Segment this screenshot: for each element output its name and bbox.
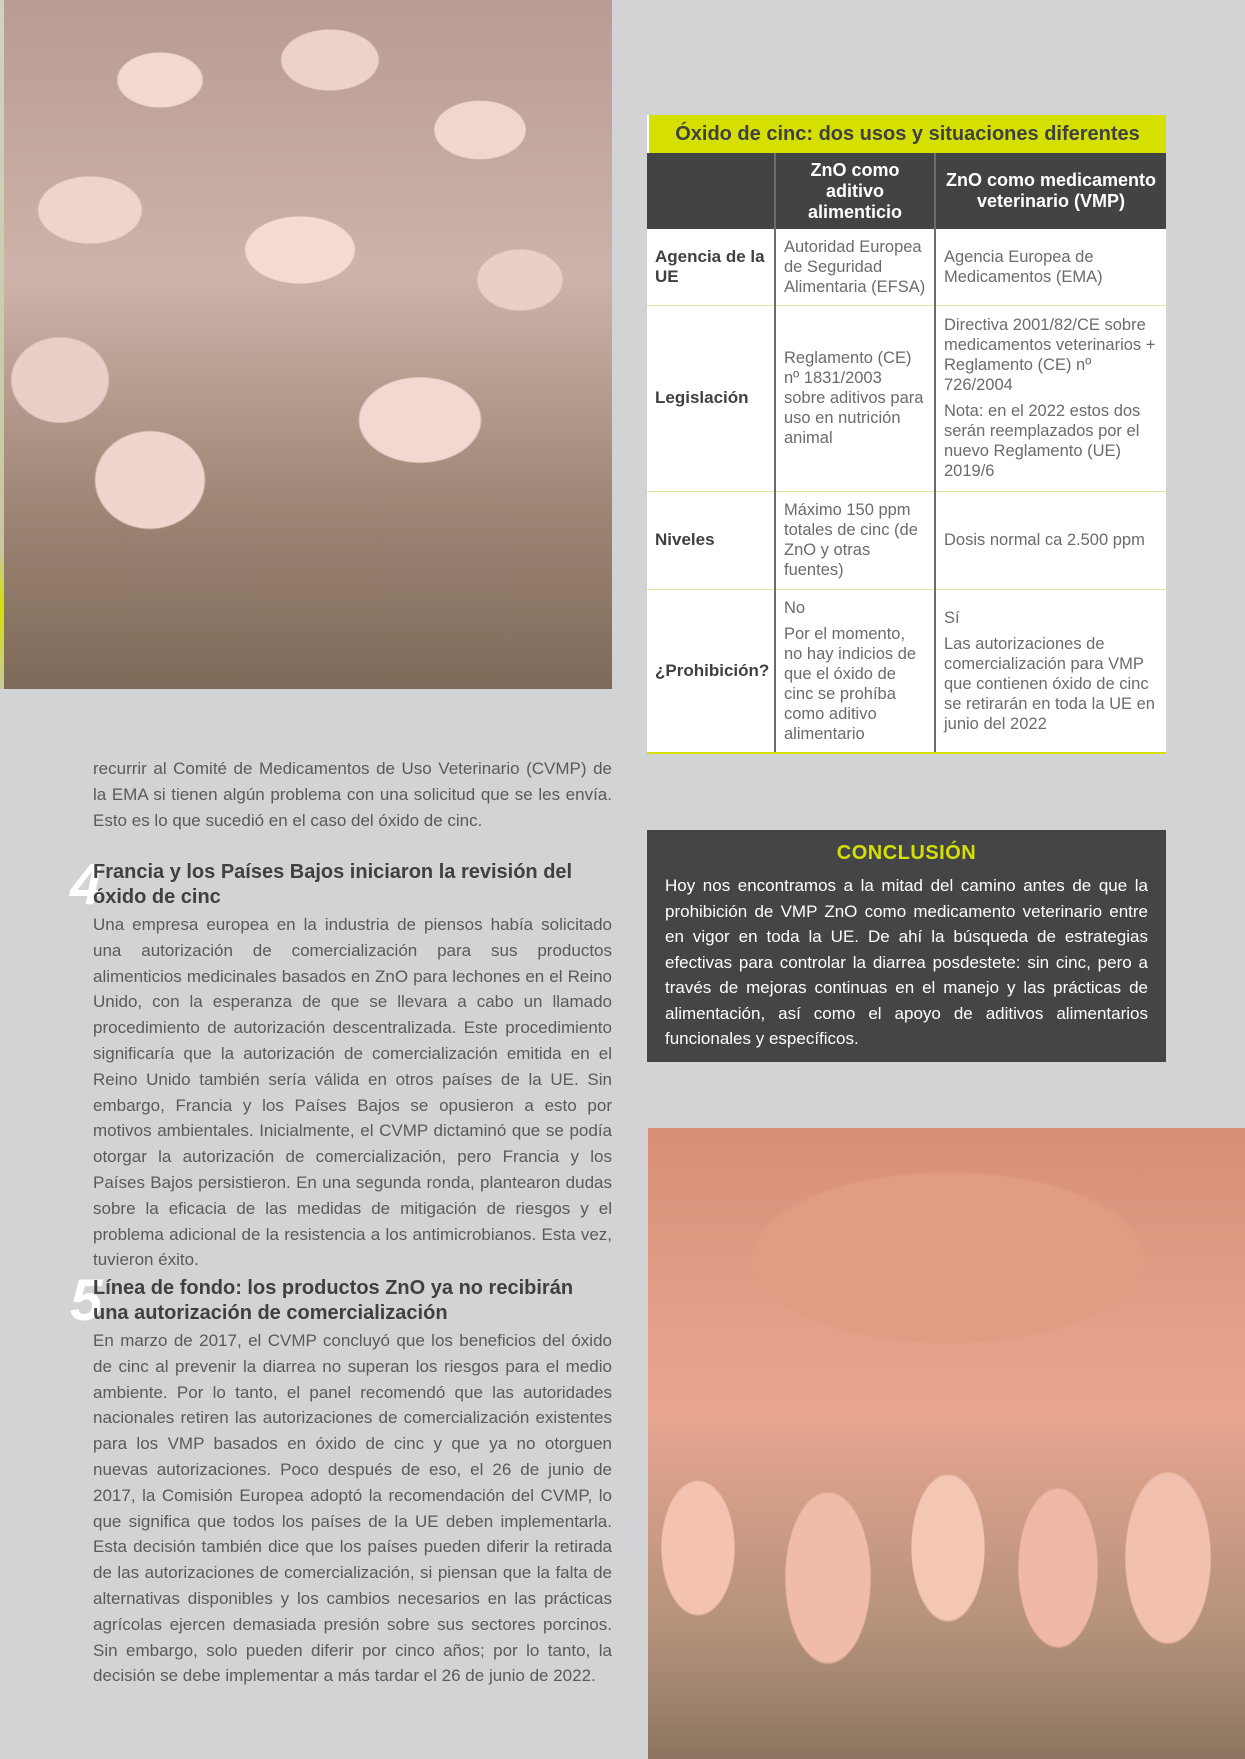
cell-vmp: Agencia Europea de Medicamentos (EMA) — [935, 229, 1166, 305]
conclusion-body: Hoy nos encontramos a la mitad del camino antes de que la prohibición de VMP ZnO como medicamento veterinario entre en vigor en toda la UE. De ahí la búsqueda de estrategias efectivas para controlar la diarrea posdestete: sin cinc, pero a través de mejoras continuas en el manejo y las prácticas de alimentación, así como el apoyo de aditivos alimentarios funcionales y específicos. — [665, 876, 1148, 1048]
table-header-feed-additive: ZnO como aditivo alimenticio — [775, 153, 935, 229]
zno-comparison-table — [647, 115, 1166, 754]
cell-vmp-main: Directiva 2001/82/CE sobre medicamentos veterinarios + Reglamento (CE) nº 726/2004 — [944, 316, 1156, 394]
cell-vmp — [935, 589, 1166, 753]
table-title: Óxido de cinc: dos usos y situaciones diferentes — [647, 115, 1166, 153]
section-body: Una empresa europea en la industria de piensos había solicitado una autorización de comercialización para sus productos alimenticios medicinales basados en ZnO para lechones en el Reino Unido, con la esperanza de que se llevara a cabo un llamado procedimiento de autorización descentralizada. Este procedimiento significaría que la autorización de comercialización emitida en el Reino Unido también sería válida en otros países de la UE. Sin embargo, Francia y los Países Bajos se opusieron a esto por motivos ambientales. Inicialmente, el CVMP dictaminó que se podía otorgar la autorización de comercialización, pero Francia y los Países Bajos persistieron. En una segunda ronda, plantearon dudas sobre la eficacia de las medidas de mitigación de riesgos y el problema adicional de la resistencia a los antimicrobianos. Esta vez, tuvieron éxito. — [93, 915, 612, 1270]
cell-feed-additive: Autoridad Europea de Seguridad Alimentaria (EFSA) — [775, 229, 935, 305]
table-row — [647, 491, 1166, 589]
intro-paragraph: recurrir al Comité de Medicamentos de Uso Veterinario (CVMP) de la EMA si tienen algún problema con una solicitud que se les envía. Esto es lo que sucedió en el caso del óxido de cinc. — [93, 759, 612, 830]
table-header-vmp: ZnO como medicamento veterinario (VMP) — [935, 153, 1166, 229]
row-label: ¿Prohibición? — [647, 589, 775, 753]
cell-feed-additive: Máximo 150 ppm totales de cinc (de ZnO y otras fuentes) — [775, 491, 935, 589]
intro-paragraph-block — [93, 756, 612, 833]
section-heading: Francia y los Países Bajos iniciaron la revisión del óxido de cinc — [93, 861, 573, 908]
section-body: En marzo de 2017, el CVMP concluyó que los beneficios del óxido de cinc al prevenir la diarrea no superan los riesgos para el medio ambiente. Por lo tanto, el panel recomendó que las autoridades nacionales retiren las autorizaciones de comercialización existentes para los VMP basados en óxido de cinc y que ya no otorguen nuevas autorizaciones. Poco después de eso, el 26 de junio de 2017, la Comisión Europea adoptó la recomendación del CVMP, lo que significa que todos los países de la UE deben implementarla. Esta decisión también dice que los países pueden diferir la retirada de las autorizaciones de comercialización, si piensan que la falta de alternativas disponibles y los cambios necesarios en las prácticas agrícolas ejercen demasiada presión sobre sus sectores porcinos. Sin embargo, solo pueden diferir por cinco años; por lo tanto, la decisión se debe implementar a más tardar el 26 de junio de 2022. — [93, 1331, 612, 1686]
cell-feed-main: No — [784, 598, 806, 617]
conclusion-box — [647, 830, 1166, 1062]
pigs-photo — [0, 0, 612, 689]
cell-vmp — [935, 305, 1166, 491]
cell-feed-additive: Reglamento (CE) nº 1831/2003 sobre aditivos para uso en nutrición animal — [775, 305, 935, 491]
cell-vmp-note: Las autorizaciones de comercialización para VMP que contienen óxido de cinc se retirarán en toda la UE en junio del 2022 — [944, 634, 1155, 733]
piglets-photo — [648, 1128, 1245, 1759]
table-header-row — [647, 153, 1166, 229]
table-header-empty — [647, 153, 775, 229]
cell-feed-additive — [775, 589, 935, 753]
row-label: Agencia de la UE — [647, 229, 775, 305]
cell-vmp: Dosis normal ca 2.500 ppm — [935, 491, 1166, 589]
table-grid — [647, 153, 1166, 754]
row-label: Niveles — [647, 491, 775, 589]
table-row — [647, 229, 1166, 305]
section-5 — [70, 1268, 612, 1689]
cell-vmp-note: Nota: en el 2022 estos dos serán reemplazados por el nuevo Reglamento (UE) 2019/6 — [944, 402, 1141, 480]
row-label: Legislación — [647, 305, 775, 491]
table-row — [647, 305, 1166, 491]
cell-feed-note: Por el momento, no hay indicios de que el óxido de cinc se prohíba como aditivo alimentario — [784, 624, 917, 743]
table-row — [647, 589, 1166, 753]
section-4 — [70, 852, 612, 1273]
conclusion-title: CONCLUSIÓN — [836, 842, 977, 864]
section-number: 5 — [70, 1268, 103, 1333]
section-heading: Línea de fondo: los productos ZnO ya no recibirán una autorización de comercialización — [93, 1277, 574, 1324]
cell-vmp-main: Sí — [944, 608, 960, 627]
section-number: 4 — [70, 852, 103, 917]
